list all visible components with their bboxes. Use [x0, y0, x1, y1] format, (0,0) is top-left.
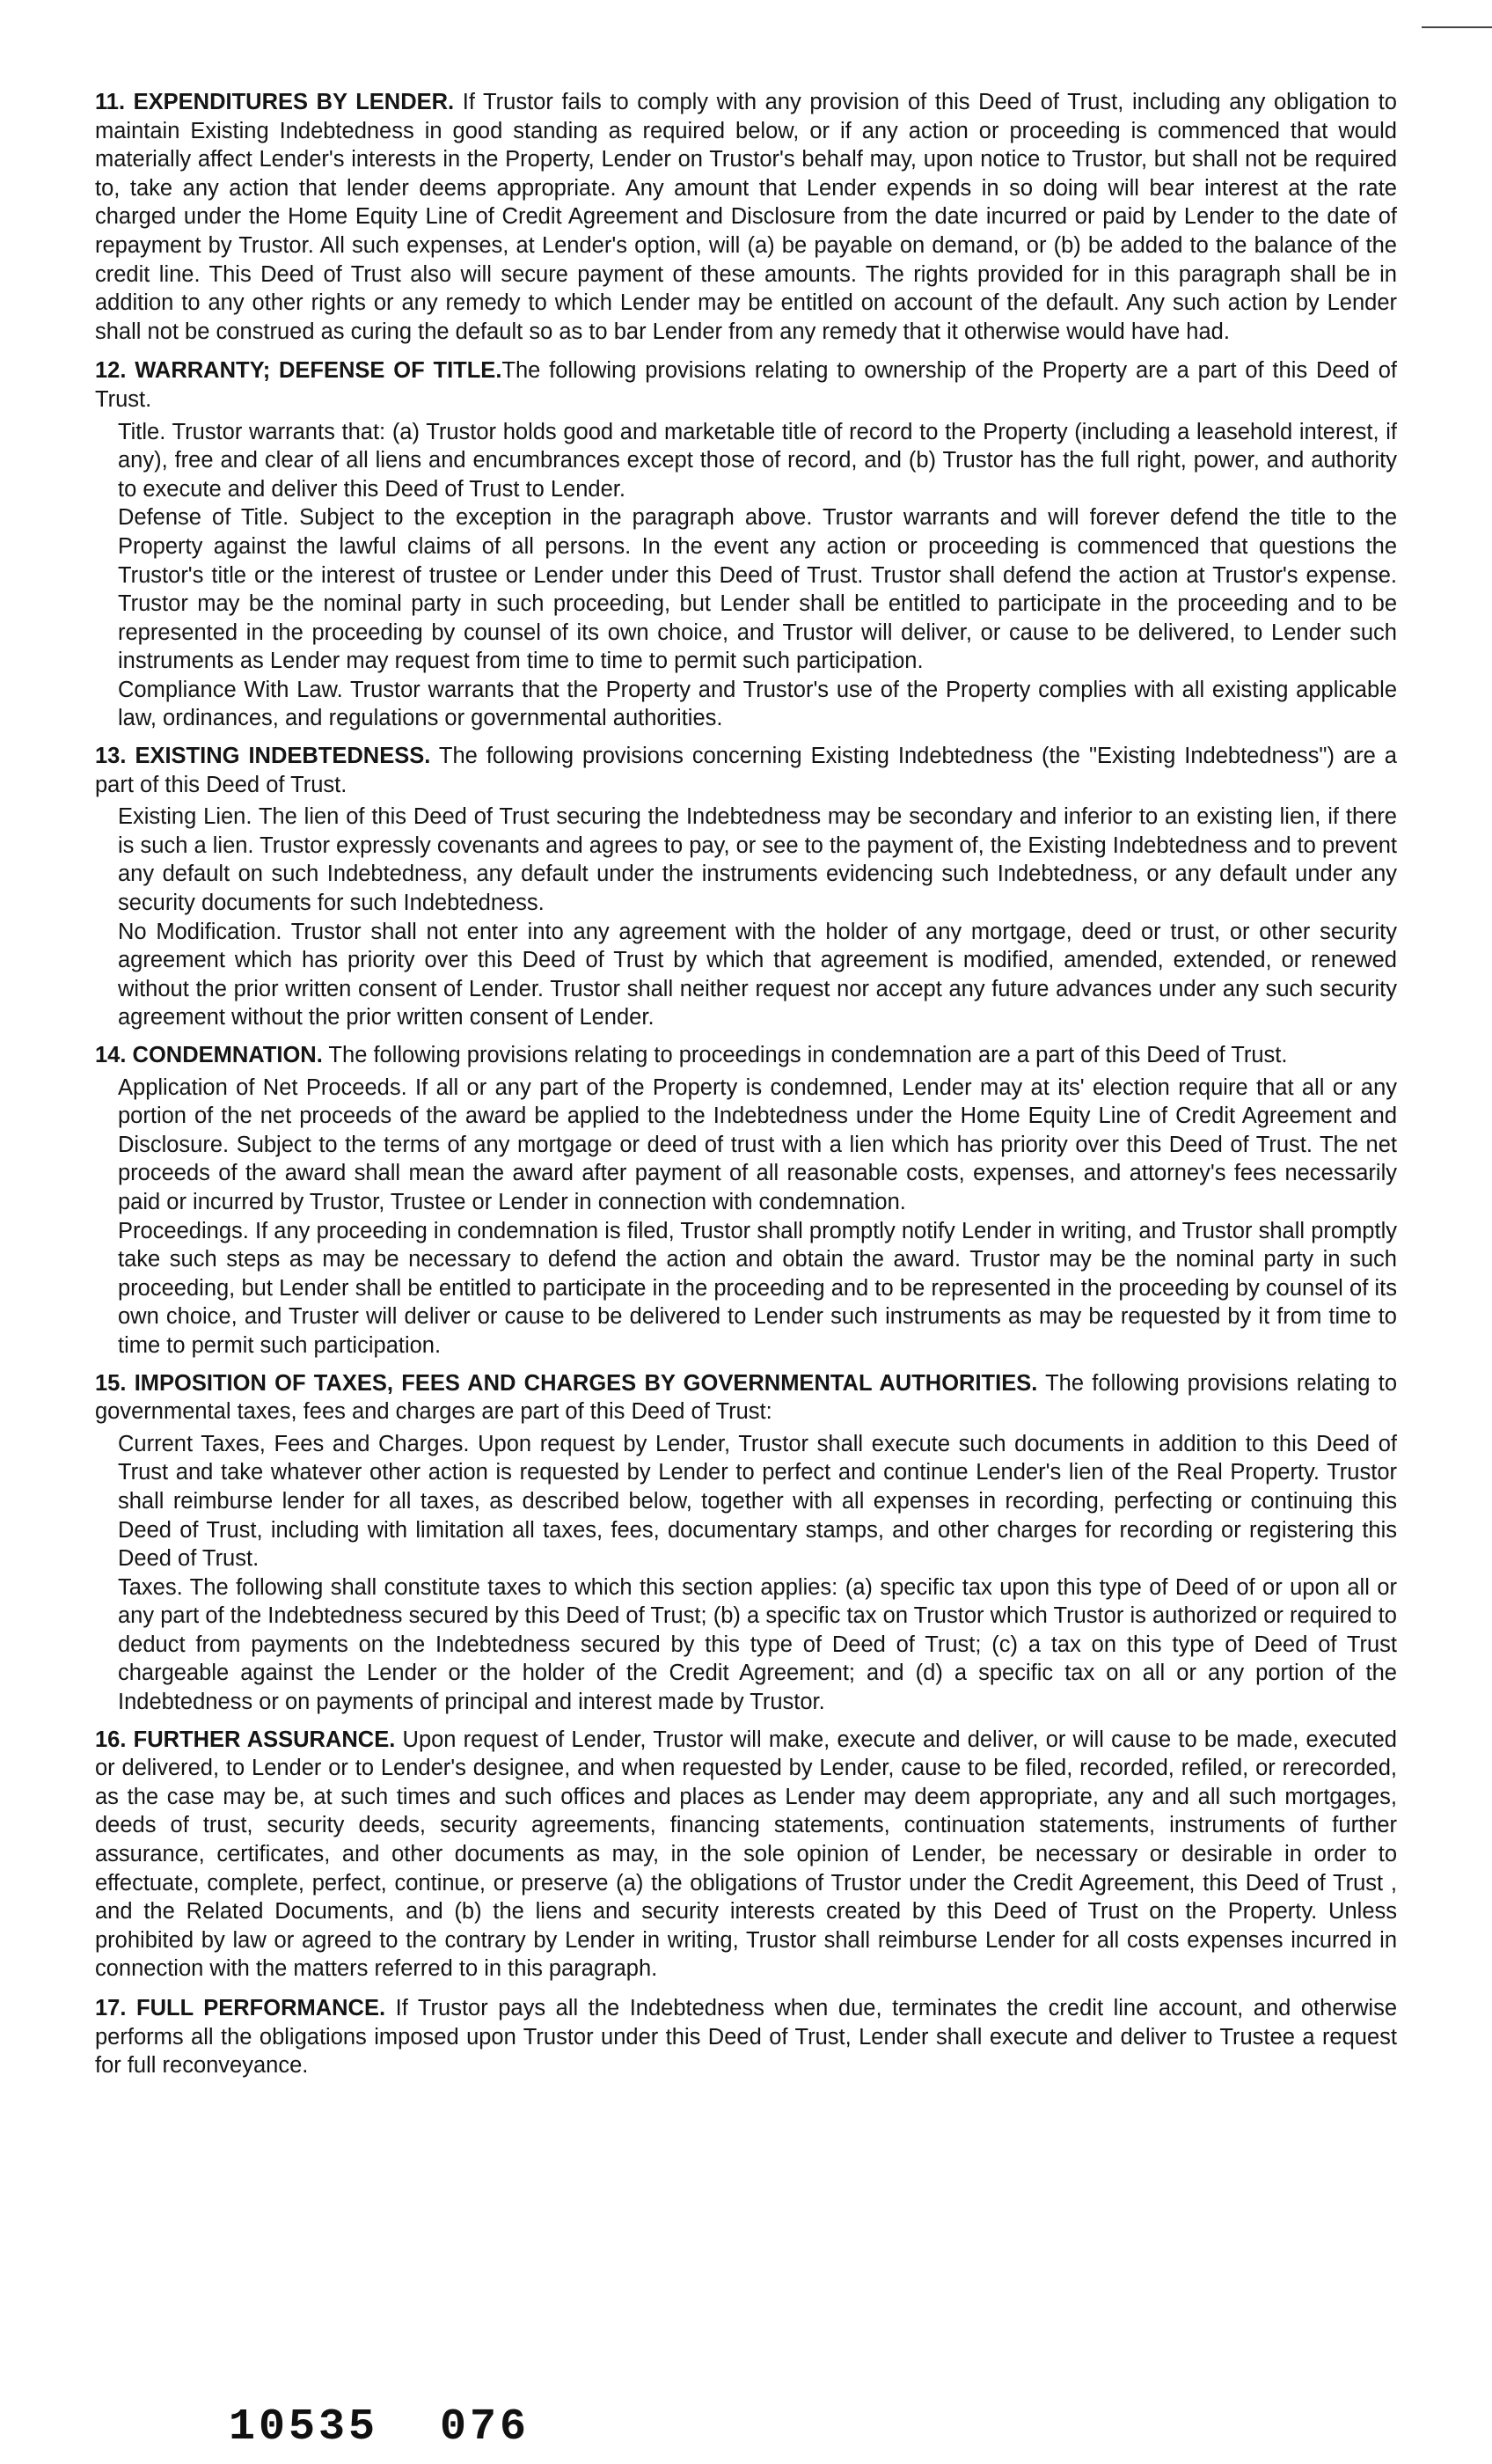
section-13-heading: 13. EXISTING INDEBTEDNESS.: [95, 744, 431, 769]
section-17-heading: 17. FULL PERFORMANCE.: [95, 1996, 386, 2020]
top-right-rule: [1422, 26, 1492, 28]
section-15-intro: [95, 1369, 1397, 1426]
section-16-further-assurance: [95, 1726, 1397, 1984]
book-number: 10535: [229, 2402, 379, 2453]
section-14-body: The following provisions relating to proceedings in condemnation are a part of this Deed of Trust.: [322, 1043, 1288, 1067]
section-14-heading: 14. CONDEMNATION.: [95, 1043, 323, 1067]
section-13-existing-lien: Existing Lien. The lien of this Deed of Trust securing the Indebtedness may be secondary and inferior to an existing lien, if there is such a lien. Trustor expressly covenants and agrees to pay, or see to the payment of, the Existing Indebtedness and to prevent any default on such Indebtedness, any default under the instruments evidencing such Indebtedness, or any default under any security documents for such Indebtedness.: [118, 804, 1397, 916]
section-11-expenditures: [95, 88, 1397, 346]
section-12-intro: [95, 356, 1397, 414]
section-15-taxes-definition: Taxes. The following shall constitute taxes to which this section applies: (a) specific tax upon this type of Deed of or upon all or any part of the Indebtedness secured by this Deed of Trust; (b) a specific tax on Trustor which Trustor is authorized or required to deduct from payments on the Indebtedness secured by this type of Deed of Trust; (c) a tax on this type of Deed of Trust chargeable against the Lender or the holder of the Credit Agreement; and (d) a specific tax on all or any portion of the Indebtedness or on payments of principal and interest made by Trustor.: [118, 1574, 1397, 1715]
section-15-heading: 15. IMPOSITION OF TAXES, FEES AND CHARGES BY GOVERNMENTAL AUTHORITIES.: [95, 1370, 1038, 1396]
page-number: 076: [440, 2402, 530, 2453]
section-15-current-taxes: Current Taxes, Fees and Charges. Upon request by Lender, Trustor shall execute such documents in addition to this Deed of Trust and take whatever other action is requested by Lender to perfect and continue Lender's lien of the Real Property. Trustor shall reimburse lender for all taxes, as described below, together with all expenses in recording, perfecting or continuing this Deed of Trust, including with limitation all taxes, fees, documentary stamps, and other charges for recording or registering this Deed of Trust.: [118, 1431, 1397, 1572]
section-12-compliance: Compliance With Law. Trustor warrants that the Property and Trustor's use of the Property complies with all existing applicable law, ordinances, and regulations or governmental authorities.: [118, 677, 1397, 731]
section-12-warranty: [95, 356, 1397, 733]
deed-of-trust-page: [95, 88, 1397, 2091]
section-17-full-performance: [95, 1994, 1397, 2080]
section-11-heading: 11. EXPENDITURES BY LENDER.: [95, 90, 455, 114]
section-12-heading: 12. WARRANTY; DEFENSE OF TITLE.: [95, 358, 502, 384]
section-14-condemnation: [95, 1041, 1397, 1360]
section-12-body: The following provisions relating to ownership of the Property are a part of this Deed of Trust.: [95, 358, 1398, 412]
section-14-application-of-net-proceeds: Application of Net Proceeds. If all or any part of the Property is condemned, Lender may at its' election require that all or any portion of the net proceeds of the award be applied to the Indebtedness under the Home Equity Line of Credit Agreement and Disclosure. Subject to the terms of any mortgage or deed of trust with a lien which has priority over this Deed of Trust. The net proceeds of the award shall mean the award after payment of all reasonable costs, expenses, and attorney's fees necessarily paid or incurred by Trustor, Trustee or Lender in connection with condemnation.: [118, 1074, 1397, 1214]
section-15-taxes: [95, 1369, 1397, 1717]
section-12-defense-of-title: Defense of Title. Subject to the exception in the paragraph above. Trustor warrants and will forever defend the title to the Property against the lawful claims of all persons. In the event any action or proceeding is commenced that questions the Trustor's title or the interest of trustee or Lender under this Deed of Trust. Trustor shall defend the action at Trustor's expense. Trustor may be the nominal party in such proceeding, but Lender shall be entitled to participate in the proceeding and to be represented in the proceeding by counsel of its own choice, and Trustor will deliver, or cause to be delivered, to Lender such instruments as Lender may request from time to time to permit such participation.: [118, 505, 1397, 674]
section-16-heading: 16. FURTHER ASSURANCE.: [95, 1727, 396, 1752]
section-14-proceedings: Proceedings. If any proceeding in condemnation is filed, Trustor shall promptly notify Lender in writing, and Trustor shall promptly take such steps as may be necessary to defend the action and obtain the award. Trustor may be the nominal party in such proceeding, but Lender shall be entitled to participate in the proceeding and to be represented in the proceeding by counsel of its own choice, and Truster will deliver or cause to be delivered to Lender such instruments as may be requested by it from time to time to permit such participation.: [118, 1218, 1397, 1358]
section-11-body: If Trustor fails to comply with any provision of this Deed of Trust, including any obligation to maintain Existing Indebtedness in good standing as required below, or if any action or proceeding is commenced that would materially affect Lender's interests in the Property, Lender on Trustor's behalf may, upon notice to Trustor, but shall not be required to, take any action that lender deems appropriate. Any amount that Lender expends in so doing will bear interest at the rate charged under the Home Equity Line of Credit Agreement and Disclosure from the date incurred or paid by Lender to the date of repayment by Trustor. All such expenses, at Lender's option, will (a) be payable on demand, or (b) be added to the balance of the credit line. This Deed of Trust also will secure payment of these amounts. The rights provided for in this paragraph shall be in addition to any other rights or any remedy to which Lender may be entitled on account of the default. Any such action by Lender shall not be construed as curing the default so as to bar Lender from any remedy that it otherwise would have had.: [95, 90, 1397, 344]
section-13-existing-indebtedness: [95, 742, 1397, 1032]
section-15-body: The following provisions relating to governmental taxes, fees and charges are part of this Deed of Trust:: [95, 1370, 1397, 1425]
section-12-title: Title. Trustor warrants that: (a) Trustor holds good and marketable title of record to the Property (including a leasehold interest, if any), free and clear of all liens and encumbrances except those of record, and (b) Trustor has the full right, power, and authority to execute and deliver this Deed of Trust to Lender.: [118, 419, 1397, 502]
section-13-body: The following provisions concerning Existing Indebtedness (the "Existing Indebtedness") are a part of this Deed of Trust.: [95, 744, 1397, 797]
section-13-no-modification: No Modification. Trustor shall not enter into any agreement with the holder of any mortgage, deed or trust, or other security agreement which has priority over this Deed of Trust by which that agreement is modified, amended, extended, or renewed without the prior written consent of Lender. Trustor shall neither request nor accept any future advances under any such security agreement without the prior written consent of Lender.: [118, 919, 1397, 1030]
section-13-intro: [95, 742, 1397, 799]
section-17-body: If Trustor pays all the Indebtedness when due, terminates the credit line account, and otherwise performs all the obligations imposed upon Trustor under this Deed of Trust, Lender shall execute and deliver to Trustee a request for full reconveyance.: [95, 1996, 1398, 2079]
document-page-number: [229, 2402, 530, 2453]
section-14-intro: [95, 1041, 1397, 1070]
section-16-body: Upon request of Lender, Trustor will make, execute and deliver, or will cause to be made, executed or delivered, to Lender or to Lender's designee, and when requested by Lender, cause to be filed, recorded, refiled, or rerecorded, as the case may be, at such times and such offices and places as Lender may deem appropriate, any and all such mortgages, deeds of trust, security deeds, security agreements, financing statements, continuation statements, instruments of further assurance, certificates, and other documents as may, in the sole opinion of Lender, be necessary or desirable in order to effectuate, complete, perfect, continue, or preserve (a) the obligations of Trustor under the Credit Agreement, this Deed of Trust , and the Related Documents, and (b) the liens and security interests created by this Deed of Trust on the Property. Unless prohibited by law or agreed to the contrary by Lender in writing, Trustor shall reimburse Lender for all costs expenses incurred in connection with the matters referred to in this paragraph.: [95, 1727, 1397, 1982]
